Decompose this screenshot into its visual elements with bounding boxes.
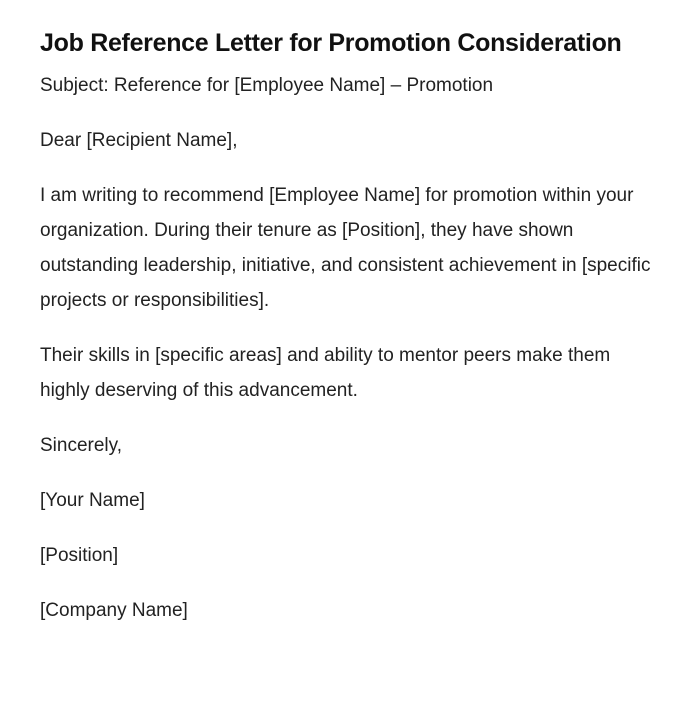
signature-position: [Position] (40, 545, 119, 566)
letter-subject: Subject: Reference for [Employee Name] – Promotion (40, 75, 494, 96)
letter-document (40, 21, 660, 628)
letter-body-paragraph-1: I am writing to recommend [Employee Name] for promotion within your organization. During their tenure as [Position], they have shown outstanding leadership, initiative, and consistent achievement in [specific projects or responsibilities]. (40, 185, 651, 311)
letter-salutation: Dear [Recipient Name], (40, 130, 238, 151)
letter-closing: Sincerely, (40, 435, 123, 456)
letter-title: Job Reference Letter for Promotion Consideration (40, 29, 622, 57)
signature-name: [Your Name] (40, 490, 145, 511)
signature-company: [Company Name] (40, 600, 188, 621)
letter-body-paragraph-2: Their skills in [specific areas] and ability to mentor peers make them highly deserving of this advancement. (40, 345, 611, 401)
